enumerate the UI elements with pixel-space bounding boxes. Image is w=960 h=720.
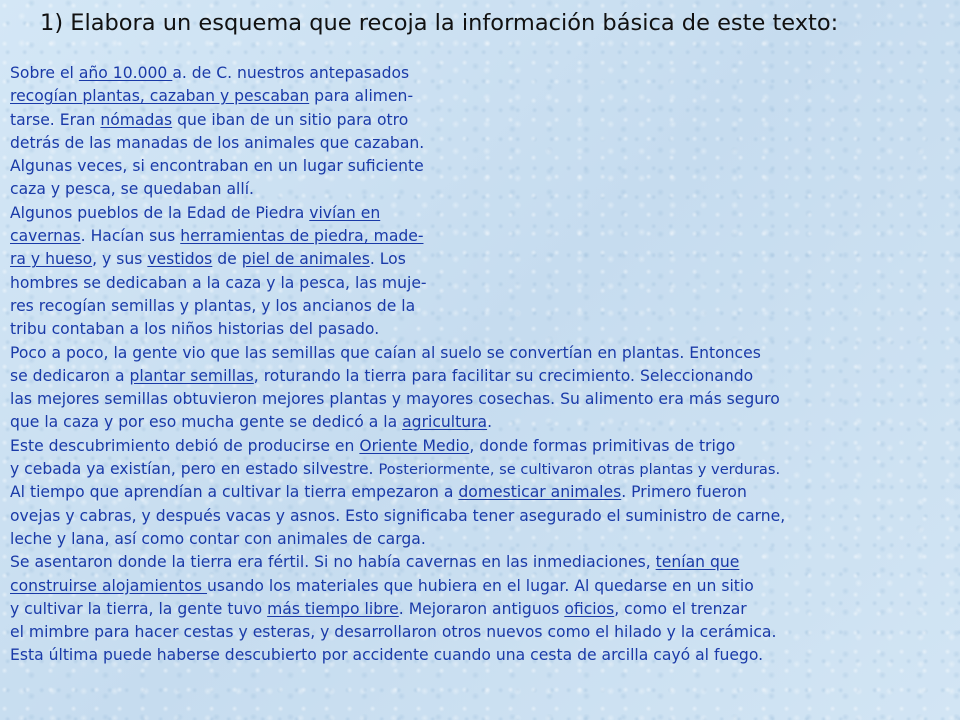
text-segment: que iban de un sitio para otro	[172, 110, 409, 129]
text-segment: tribu contaban a los niños historias del pasado.	[10, 320, 380, 339]
text-line	[10, 458, 955, 481]
text-line	[10, 505, 955, 528]
text-segment: Poco a poco, la gente vio que las semillas que caían al suelo se convertían en plantas. Entonces	[10, 343, 761, 362]
text-segment: , como el trenzar	[614, 599, 747, 618]
text-segment: tarse. Eran	[10, 110, 101, 129]
text-segment: Posteriormente, se cultivaron otras plantas y verduras.	[378, 461, 781, 479]
text-segment: y cultivar la tierra, la gente tuvo	[10, 599, 268, 618]
text-segment: Algunos pueblos de la Edad de Piedra	[10, 203, 310, 222]
text-line	[10, 365, 955, 388]
text-line	[10, 225, 955, 248]
text-line	[10, 575, 955, 598]
text-segment: . Primero fueron	[621, 483, 747, 502]
text-line	[10, 132, 955, 155]
text-line	[10, 178, 955, 201]
underlined-phrase: plantar semillas	[129, 366, 254, 385]
page-title: 1) Elabora un esquema que recoja la información básica de este texto:	[40, 10, 839, 36]
text-segment: res recogían semillas y plantas, y los ancianos de la	[10, 296, 416, 315]
text-segment: que la caza y por eso mucha gente se dedicó a la	[10, 413, 403, 432]
text-segment: . Mejoraron antiguos	[398, 599, 565, 618]
text-line	[10, 272, 955, 295]
text-line	[10, 528, 955, 551]
underlined-phrase: más tiempo libre	[267, 599, 399, 618]
text-line	[10, 621, 955, 644]
text-line	[10, 109, 955, 132]
text-segment: Algunas veces, si encontraban en un lugar suficiente	[10, 157, 424, 176]
text-line	[10, 62, 955, 85]
underlined-phrase: tenían que	[655, 553, 740, 572]
underlined-phrase: recogían plantas, cazaban y pescaban	[10, 87, 310, 106]
text-segment: usando los materiales que hubiera en el lugar. Al quedarse en un sitio	[207, 576, 754, 595]
text-segment: leche y lana, así como contar con animales de carga.	[10, 529, 426, 548]
text-line	[10, 551, 955, 574]
text-segment: el mimbre para hacer cestas y esteras, y desarrollaron otros nuevos como el hilado y la cerámica.	[10, 623, 777, 642]
text-segment: , donde formas primitivas de trigo	[469, 436, 736, 455]
text-line	[10, 342, 955, 365]
text-segment: , roturando la tierra para facilitar su crecimiento. Seleccionando	[253, 366, 754, 385]
underlined-phrase: vestidos	[147, 250, 213, 269]
text-line	[10, 202, 955, 225]
underlined-phrase: agricultura	[402, 413, 488, 432]
text-segment: las mejores semillas obtuvieron mejores plantas y mayores cosechas. Su alimento era más seguro	[10, 390, 780, 409]
text-segment: de	[212, 250, 242, 269]
text-segment: se dedicaron a	[10, 366, 130, 385]
underlined-phrase: nómadas	[100, 110, 173, 129]
text-line	[10, 644, 955, 667]
text-segment: y cebada ya existían, pero en estado silvestre.	[10, 460, 379, 479]
text-body	[10, 62, 955, 668]
text-segment: . Los	[369, 250, 406, 269]
text-line	[10, 295, 955, 318]
text-line	[10, 85, 955, 108]
underlined-phrase: vivían en	[309, 203, 381, 222]
underlined-phrase: piel de animales	[241, 250, 370, 269]
text-segment: Esta última puede haberse descubierto por accidente cuando una cesta de arcilla cayó al fuego.	[10, 646, 764, 665]
text-segment: Este descubrimiento debió de producirse en	[10, 436, 360, 455]
text-segment: detrás de las manadas de los animales que cazaban.	[10, 133, 425, 152]
underlined-phrase: oficios	[564, 599, 615, 618]
text-segment: a. de C. nuestros antepasados	[172, 64, 410, 82]
text-segment: hombres se dedicaban a la caza y la pesca, las muje-	[10, 273, 427, 292]
text-line	[10, 248, 955, 271]
underlined-phrase: domesticar animales	[458, 483, 622, 502]
text-line	[10, 318, 955, 341]
text-line	[10, 598, 955, 621]
text-segment: caza y pesca, se quedaban allí.	[10, 180, 254, 199]
text-segment: . Hacían sus	[80, 227, 181, 246]
text-segment: , y sus	[92, 250, 148, 269]
text-segment: para alimen-	[309, 87, 414, 106]
underlined-phrase: año 10.000	[78, 64, 173, 82]
text-segment: Al tiempo que aprendían a cultivar la tierra empezaron a	[10, 483, 459, 502]
underlined-phrase: Oriente Medio	[359, 436, 470, 455]
text-line	[10, 155, 955, 178]
underlined-phrase: cavernas	[10, 227, 81, 246]
text-line	[10, 481, 955, 504]
text-line	[10, 435, 955, 458]
text-segment: Se asentaron donde la tierra era fértil. Si no había cavernas en las inmediaciones,	[10, 553, 656, 572]
underlined-phrase: herramientas de piedra, made-	[180, 227, 424, 246]
text-segment: .	[487, 413, 493, 432]
text-line	[10, 388, 955, 411]
text-segment: ovejas y cabras, y después vacas y asnos. Esto significaba tener asegurado el suministro de carne,	[10, 506, 786, 525]
text-segment: Sobre el	[10, 64, 79, 82]
underlined-phrase: ra y hueso	[10, 250, 93, 269]
underlined-phrase: construirse alojamientos	[10, 576, 208, 595]
text-line	[10, 411, 955, 434]
